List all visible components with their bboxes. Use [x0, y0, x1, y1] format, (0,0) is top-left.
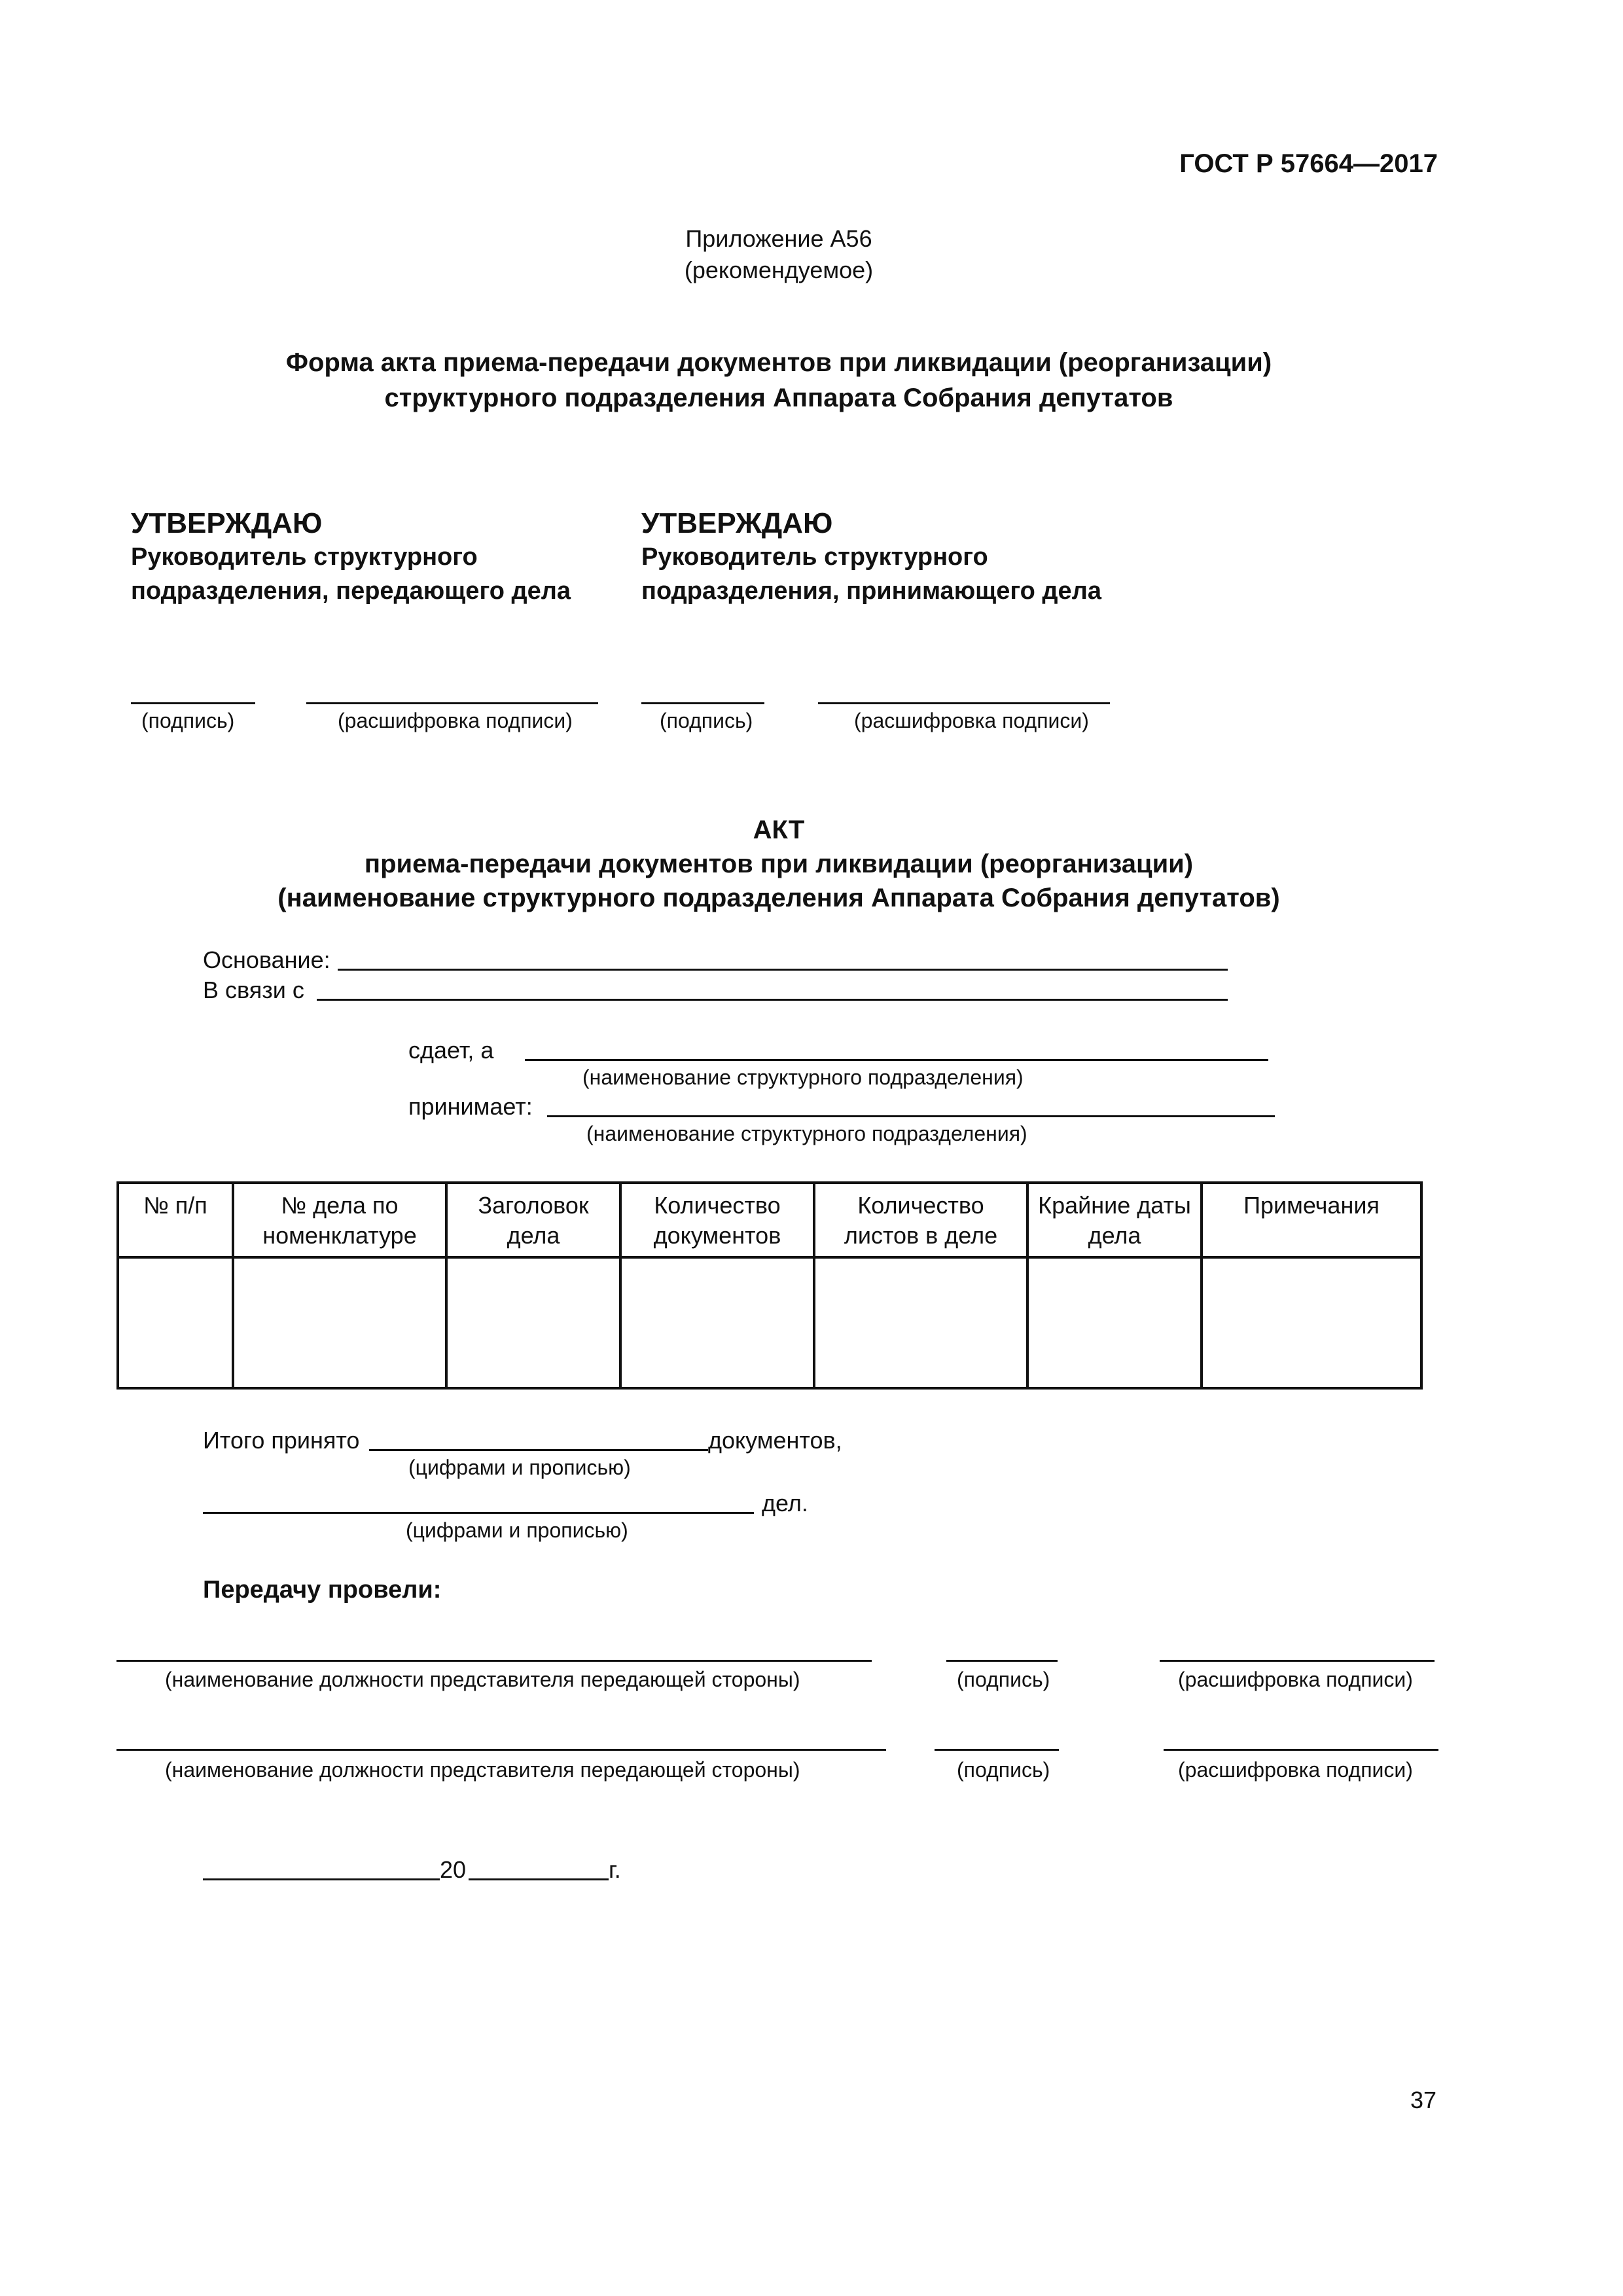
transfer-row1-position-hint: (наименование должности представителя передающей стороны): [165, 1668, 800, 1691]
transfer-row1-decryption-hint: (расшифровка подписи): [1178, 1668, 1413, 1691]
date-year-line[interactable]: [469, 1878, 609, 1880]
total-cases-line[interactable]: [203, 1512, 754, 1514]
transfer-title: Передачу провели:: [203, 1576, 442, 1604]
transfer-row1-position-line[interactable]: [116, 1660, 872, 1662]
form-title-line1: Форма акта приема-передачи документов при ликвидации (реорганизации): [285, 348, 1272, 377]
in-connection-line[interactable]: [317, 999, 1228, 1001]
transfer-row2-position-hint: (наименование должности представителя передающей стороны): [165, 1758, 800, 1782]
appendix-title: Приложение А56: [685, 225, 872, 252]
basis-label: Основание:: [203, 946, 330, 973]
act-title: АКТ: [753, 816, 805, 844]
appendix-status: (рекомендуемое): [684, 257, 874, 283]
approve-right-signature-hint: (подпись): [660, 709, 753, 732]
approve-right-role2: подразделения, принимающего дела: [641, 577, 1101, 605]
approve-left-signature-line: [131, 702, 255, 704]
table-cell[interactable]: [814, 1257, 1027, 1388]
approve-right: УТВЕРЖДАЮ: [641, 507, 833, 539]
total-cases-hint: (цифрами и прописью): [406, 1518, 628, 1542]
basis-line[interactable]: [338, 969, 1228, 971]
total-accepted-label: Итого принято: [203, 1427, 360, 1454]
approve-left-role1: Руководитель структурного: [131, 543, 478, 571]
date-year-prefix: 20: [440, 1856, 467, 1883]
form-title-line2: структурного подразделения Аппарата Собрания депутатов: [384, 384, 1173, 412]
hands-over-line[interactable]: [525, 1059, 1268, 1061]
page-number: 37: [1410, 2087, 1436, 2113]
approve-left-role2: подразделения, передающего дела: [131, 577, 571, 605]
table-cell[interactable]: [1027, 1257, 1202, 1388]
col-number: № п/п: [118, 1183, 233, 1257]
transfer-row2-decryption-hint: (расшифровка подписи): [1178, 1758, 1413, 1782]
in-connection-label: В связи с: [203, 977, 304, 1003]
table-cell[interactable]: [1202, 1257, 1421, 1388]
approve-left-decryption-line: [306, 702, 598, 704]
col-case-number: № дела по номенклатуре: [233, 1183, 446, 1257]
approve-right-decryption-line: [818, 702, 1110, 704]
table-header-row: [118, 1183, 1421, 1257]
total-docs-hint: (цифрами и прописью): [408, 1456, 631, 1479]
total-docs-line[interactable]: [369, 1449, 708, 1451]
transfer-row1-decryption-line[interactable]: [1160, 1660, 1435, 1662]
approve-left-decryption-hint: (расшифровка подписи): [338, 709, 573, 732]
standard-number: ГОСТ Р 57664—2017: [1179, 149, 1438, 178]
act-subtitle2: (наименование структурного подразделения Аппарата Собрания депутатов): [277, 884, 1280, 912]
cases-table: [116, 1181, 1423, 1390]
table-cell[interactable]: [118, 1257, 233, 1388]
table-cell[interactable]: [233, 1257, 446, 1388]
transfer-row2-signature-hint: (подпись): [957, 1758, 1050, 1782]
date-year-suffix: г.: [609, 1856, 621, 1883]
approve-left-signature-hint: (подпись): [141, 709, 235, 732]
transfer-row1-signature-line[interactable]: [946, 1660, 1058, 1662]
accepts-label: принимает:: [408, 1093, 533, 1120]
table-row: [118, 1257, 1421, 1388]
accepts-hint: (наименование структурного подразделения): [586, 1122, 1027, 1145]
table-cell[interactable]: [620, 1257, 814, 1388]
col-notes: Примечания: [1202, 1183, 1421, 1257]
hands-over-hint: (наименование структурного подразделения): [582, 1066, 1024, 1089]
col-dates: Крайние даты дела: [1027, 1183, 1202, 1257]
approve-right-decryption-hint: (расшифровка подписи): [854, 709, 1089, 732]
accepts-line[interactable]: [547, 1115, 1275, 1117]
cases-label: дел.: [762, 1490, 808, 1516]
transfer-row2-signature-line[interactable]: [935, 1749, 1059, 1751]
col-doc-count: Количество документов: [620, 1183, 814, 1257]
col-case-title: Заголовок дела: [446, 1183, 620, 1257]
documents-label: документов,: [708, 1427, 842, 1454]
transfer-row2-decryption-line[interactable]: [1164, 1749, 1438, 1751]
date-day-month-line[interactable]: [203, 1878, 440, 1880]
approve-right-role1: Руководитель структурного: [641, 543, 988, 571]
act-subtitle1: приема-передачи документов при ликвидации (реорганизации): [364, 850, 1194, 878]
table-cell[interactable]: [446, 1257, 620, 1388]
transfer-row2-position-line[interactable]: [116, 1749, 886, 1751]
col-sheet-count: Количество листов в деле: [814, 1183, 1027, 1257]
approve-right-signature-line: [641, 702, 764, 704]
transfer-row1-signature-hint: (подпись): [957, 1668, 1050, 1691]
hands-over-label: сдает, а: [408, 1037, 494, 1064]
approve-left: УТВЕРЖДАЮ: [131, 507, 323, 539]
